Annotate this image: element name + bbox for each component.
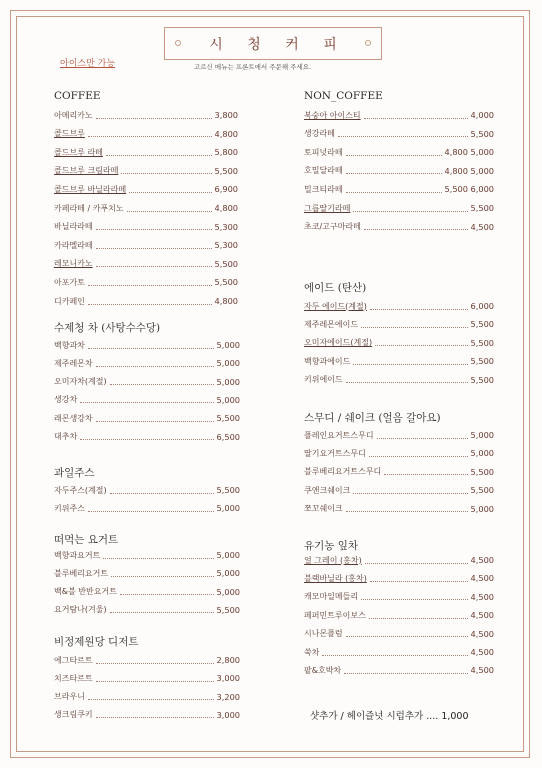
dot-leader xyxy=(338,136,468,137)
menu-item-price: 2,800 xyxy=(216,655,240,665)
menu-item xyxy=(54,201,238,215)
menu-item-name: 키위주스 xyxy=(54,503,85,513)
menu-item-name: 페퍼민트루이보스 xyxy=(304,610,366,620)
menu-item-name: 요거탐나(겨울) xyxy=(54,605,107,615)
menu-item-price: 5,000 xyxy=(216,550,240,560)
dot-leader xyxy=(384,474,467,475)
menu-item-name: 아포가토 xyxy=(54,277,85,287)
menu-item-price: 3,000 xyxy=(216,709,240,720)
dot-leader xyxy=(353,493,467,494)
dot-leader xyxy=(364,229,468,230)
menu-item xyxy=(54,603,240,617)
dot-leader xyxy=(121,173,211,174)
dot-leader xyxy=(346,636,468,637)
dot-leader xyxy=(88,348,214,349)
menu-item xyxy=(304,317,494,331)
dot-leader xyxy=(96,663,214,664)
menu-item-price: 4,800 xyxy=(214,203,238,213)
menu-item-name: 복숭아 아이스티 xyxy=(304,110,361,120)
menu-item-price: 3,000 xyxy=(216,673,240,684)
menu-item xyxy=(304,299,494,313)
menu-item xyxy=(304,108,494,122)
dot-leader xyxy=(370,581,468,582)
menu-item xyxy=(304,571,494,585)
dot-leader xyxy=(346,511,468,512)
menu-item-name: 쑥차 xyxy=(304,647,320,657)
dot-leader xyxy=(346,192,442,193)
ornament-circle-icon xyxy=(175,40,181,46)
dot-leader xyxy=(346,155,442,156)
menu-item-name: 딸기요거트스무디 xyxy=(304,448,366,458)
menu-item-name: 키위에이드 xyxy=(304,375,343,385)
menu-item xyxy=(304,608,494,622)
menu-item xyxy=(304,627,494,641)
menu-item-name: 쪼꼬쉐이크 xyxy=(304,504,343,514)
menu-item-price: 4,800 xyxy=(214,128,238,139)
menu-item-price: 4,500 xyxy=(470,628,494,639)
menu-item xyxy=(54,294,238,308)
menu-item-price: 5,000 xyxy=(470,503,494,514)
menu-item xyxy=(304,127,494,141)
menu-item-price: 5,500 xyxy=(216,485,240,495)
dot-leader xyxy=(377,438,468,439)
menu-item-price: 5,500 xyxy=(470,356,494,367)
dot-leader xyxy=(96,366,214,367)
menu-item xyxy=(54,220,238,234)
dot-leader xyxy=(96,266,212,267)
menu-item-price: 5,500 xyxy=(470,466,494,477)
menu-item-price: 4,800 5,000 xyxy=(444,147,494,158)
ornament-circle-icon xyxy=(365,40,371,46)
menu-item-name: 에그타르트 xyxy=(54,655,93,665)
menu-item-price: 5,500 xyxy=(470,374,494,385)
dot-leader xyxy=(364,118,468,119)
section-title-tea: 수제청 차 (사탕수수당) xyxy=(54,322,161,334)
menu-item xyxy=(54,585,240,599)
menu-item xyxy=(54,164,238,178)
menu-item-name: 아메리카노 xyxy=(54,110,93,120)
dot-leader xyxy=(80,439,213,440)
menu-item xyxy=(304,483,494,497)
menu-item-name: 바닐라라떼 xyxy=(54,222,93,232)
order-notice: 고르신 메뉴는 프론트에서 주문해 주세요. xyxy=(194,63,312,71)
dot-leader xyxy=(96,118,212,119)
menu-item-price: 5,000 xyxy=(216,568,240,579)
menu-item-price: 4,800 xyxy=(214,296,238,306)
menu-item-name: 초코/고구마라떼 xyxy=(304,222,361,232)
menu-item-price: 5,500 xyxy=(214,258,238,269)
section-title-ade: 에이드 (탄산) xyxy=(304,282,367,294)
section-title-coffee: COFFEE xyxy=(54,90,101,102)
menu-item-name: 대추차 xyxy=(54,432,78,441)
menu-item-price: 4,500 xyxy=(470,665,494,676)
menu-item xyxy=(304,373,494,387)
menu-item-price: 5,000 xyxy=(216,394,240,405)
menu-item-price: 6,900 xyxy=(214,184,238,195)
menu-item xyxy=(54,127,238,141)
dot-leader xyxy=(369,456,468,457)
menu-item xyxy=(54,238,238,252)
dot-leader xyxy=(88,511,214,512)
menu-item-price: 5,300 xyxy=(214,240,238,251)
dot-leader xyxy=(361,599,467,600)
menu-item xyxy=(54,393,240,407)
menu-item xyxy=(304,354,494,368)
menu-item-name: 레모니카노 xyxy=(54,259,93,269)
menu-item-price: 5,500 xyxy=(216,604,240,615)
menu-item-price: 4,000 xyxy=(470,110,494,120)
menu-item-name: 카페라떼 / 카푸치노 xyxy=(54,203,124,213)
menu-item-name: 팥&호박차 xyxy=(304,665,342,675)
menu-item-price: 3,200 xyxy=(216,691,240,702)
menu-item-price: 4,500 xyxy=(470,610,494,621)
extras-footer: 샷추가 / 헤이즐넛 시럽추가 .... 1,000 xyxy=(310,711,469,722)
dot-leader xyxy=(88,699,214,700)
menu-item-price: 5,500 xyxy=(470,203,494,213)
menu-item-price: 4,800 5,000 xyxy=(444,165,494,176)
dot-leader xyxy=(346,173,442,174)
menu-item xyxy=(54,257,238,271)
menu-item-price: 5,300 xyxy=(214,221,238,232)
menu-item-price: 5,500 xyxy=(214,165,238,176)
section-title-noncoffee: NON_COFFEE xyxy=(304,90,383,102)
menu-item-name: 블루베리요거트스무디 xyxy=(304,467,382,477)
menu-item-name: 제주레몬에이드 xyxy=(304,319,359,329)
menu-item-name: 자두 에이드(계절) xyxy=(304,301,367,311)
menu-item-name: 백향과차 xyxy=(54,340,85,350)
menu-item xyxy=(304,663,494,677)
dot-leader xyxy=(96,248,212,249)
menu-item xyxy=(54,375,240,389)
section-title-organic: 유기농 잎차 xyxy=(304,540,359,552)
menu-item xyxy=(54,430,240,444)
menu-item-name: 블랙바닐라 (홍차) xyxy=(304,573,367,583)
section-title-yogurt: 떠먹는 요거트 xyxy=(54,534,119,546)
menu-item-name: 생크림쿠키 xyxy=(54,710,93,720)
menu-item xyxy=(54,690,240,704)
menu-item xyxy=(304,201,494,215)
dot-leader xyxy=(369,618,468,619)
menu-item-price: 5,000 xyxy=(470,448,494,459)
menu-item-name: 밀크티라떼 xyxy=(304,184,343,194)
menu-item xyxy=(54,108,238,122)
menu-item xyxy=(304,182,494,196)
dot-leader xyxy=(361,327,467,328)
menu-item-name: 캐모마일메들리 xyxy=(304,592,359,602)
menu-item-name: 콜드브루 라떼 xyxy=(54,147,103,157)
menu-item xyxy=(54,338,240,352)
page-title: 시 청 커 피 xyxy=(209,36,347,53)
dot-leader xyxy=(129,192,211,193)
menu-item-price: 5,500 6,000 xyxy=(444,184,494,195)
menu-item xyxy=(304,590,494,604)
menu-item-price: 4,500 xyxy=(470,555,494,565)
menu-item xyxy=(304,336,494,350)
menu-item-name: 호밀달라떼 xyxy=(304,166,343,176)
menu-item-price: 5,000 xyxy=(216,586,240,597)
menu-item-name: 생강라떼 xyxy=(304,129,335,139)
dot-leader xyxy=(346,382,468,383)
dot-leader xyxy=(106,155,212,156)
menu-item-name: 래몬생강차 xyxy=(54,413,93,423)
dot-leader xyxy=(111,576,213,577)
menu-item xyxy=(54,275,238,289)
menu-item-price: 4,500 xyxy=(470,591,494,602)
dot-leader xyxy=(110,612,214,613)
menu-item xyxy=(54,356,240,370)
menu-item xyxy=(54,653,240,667)
menu-item xyxy=(304,446,494,460)
dot-leader xyxy=(96,681,214,682)
menu-item-price: 5,000 xyxy=(216,376,240,387)
dot-leader xyxy=(110,493,214,494)
menu-item xyxy=(54,182,238,196)
dot-leader xyxy=(127,211,212,212)
menu-item xyxy=(54,708,240,722)
dot-leader xyxy=(353,364,467,365)
menu-item-price: 4,500 xyxy=(470,221,494,232)
menu-item-name: 오미자에이드(계절) xyxy=(304,338,373,348)
dot-leader xyxy=(120,594,214,595)
menu-item xyxy=(304,502,494,516)
dot-leader xyxy=(80,402,213,403)
dot-leader xyxy=(96,421,214,422)
dot-leader xyxy=(96,717,214,718)
menu-item-name: 블루베리요거트 xyxy=(54,568,109,578)
dot-leader xyxy=(88,285,212,286)
menu-item-price: 5,000 xyxy=(216,503,240,514)
dot-leader xyxy=(365,563,468,564)
menu-item-price: 5,000 xyxy=(216,340,240,350)
dot-leader xyxy=(353,211,467,212)
menu-item-price: 5,000 xyxy=(470,430,494,440)
title-box xyxy=(164,27,382,60)
menu-item-name: 콜드브루 바닐라라떼 xyxy=(54,184,127,194)
menu-item-price: 5,500 xyxy=(470,337,494,348)
dot-leader xyxy=(88,136,212,137)
menu-item-price: 5,500 xyxy=(470,319,494,330)
menu-item-name: 플레인요거트스무디 xyxy=(304,430,374,440)
dot-leader xyxy=(322,655,467,656)
dot-leader xyxy=(88,304,212,305)
menu-item-price: 5,000 xyxy=(216,358,240,369)
menu-item xyxy=(304,428,494,442)
menu-item-name: 생강차 xyxy=(54,395,78,405)
menu-item-price: 4,500 xyxy=(470,647,494,657)
dot-leader xyxy=(375,345,467,346)
menu-item-name: 자두주스(계절) xyxy=(54,485,107,495)
menu-item-name: 쿠앤크쉐이크 xyxy=(304,485,351,495)
menu-item xyxy=(54,566,240,580)
dot-leader xyxy=(344,673,467,674)
menu-item-name: 디카페인 xyxy=(54,296,85,306)
menu-item-price: 5,500 xyxy=(470,128,494,139)
menu-item xyxy=(54,671,240,685)
menu-item-price: 5,500 xyxy=(216,413,240,424)
dot-leader xyxy=(370,309,468,310)
menu-item-name: 브라우니 xyxy=(54,692,85,702)
menu-item-name: 얼 그레이 (홍차) xyxy=(304,555,362,565)
menu-item-price: 3,800 xyxy=(214,110,238,120)
menu-item-name: 백향과에이드 xyxy=(304,356,351,366)
menu-item-price: 6,000 xyxy=(470,301,494,311)
menu-item xyxy=(304,145,494,159)
menu-item-name: 콜드브루 크림라떼 xyxy=(54,166,119,176)
dot-leader xyxy=(96,229,212,230)
menu-item xyxy=(54,501,240,515)
menu-item xyxy=(304,553,494,567)
menu-item-price: 5,800 xyxy=(214,147,238,158)
dot-leader xyxy=(103,558,213,559)
menu-item xyxy=(54,145,238,159)
section-title-juice: 과일주스 xyxy=(54,467,95,479)
menu-item-name: 오미자차(계절) xyxy=(54,377,107,387)
menu-item-name: 토피넛라떼 xyxy=(304,147,343,157)
menu-item-name: 콜드브루 xyxy=(54,129,85,139)
menu-item xyxy=(54,548,240,562)
menu-item xyxy=(304,645,494,659)
menu-item xyxy=(304,220,494,234)
menu-item-name: 백향과요거트 xyxy=(54,550,101,560)
menu-item-name: 카라멜라떼 xyxy=(54,240,93,250)
menu-item xyxy=(304,465,494,479)
menu-item xyxy=(54,411,240,425)
menu-item xyxy=(54,483,240,497)
menu-item-price: 6,500 xyxy=(216,431,240,442)
ice-only-note: 아이스만 가능 xyxy=(60,59,116,69)
section-title-dessert: 비정제원당 디저트 xyxy=(54,636,139,648)
dot-leader xyxy=(110,384,214,385)
menu-item-name: 치즈타르트 xyxy=(54,673,93,683)
menu-item xyxy=(304,164,494,178)
menu-item-name: 시나몬플럼 xyxy=(304,629,343,639)
menu-item-name: 그릅딸기라떼 xyxy=(304,203,351,213)
menu-item-price: 5,500 xyxy=(470,485,494,496)
section-title-smoothie: 스무디 / 쉐이크 (얼음 갈아요) xyxy=(304,412,441,424)
menu-item-price: 4,500 xyxy=(470,573,494,584)
menu-item-name: 제주레몬차 xyxy=(54,358,93,368)
menu-item-name: 백&블 반반요거트 xyxy=(54,587,117,597)
menu-item-price: 5,500 xyxy=(214,277,238,288)
